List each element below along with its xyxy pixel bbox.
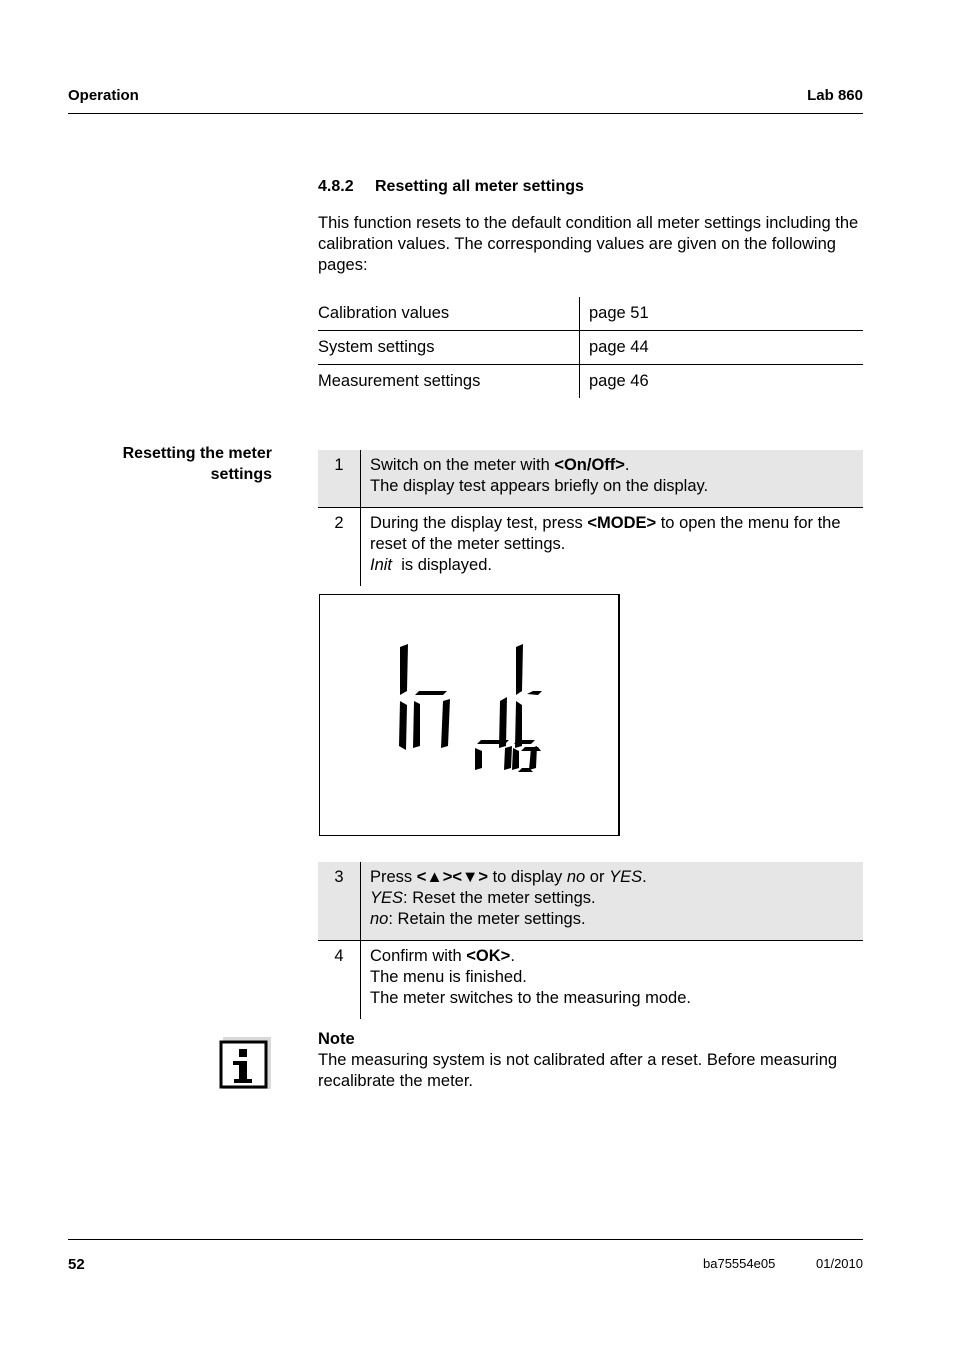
reference-table — [318, 297, 863, 398]
step-row — [318, 450, 863, 508]
ref-page-link[interactable]: page 46 — [589, 372, 649, 390]
steps-table-2 — [318, 862, 863, 1019]
document-date: 01/2010 — [816, 1256, 863, 1271]
running-header-section: Operation — [68, 87, 139, 104]
intro-paragraph: This function resets to the default condition all meter settings including the calibration values. The corresponding values are given on the following pages: — [318, 214, 859, 274]
section-title: Resetting all meter settings — [375, 178, 584, 195]
table-row — [318, 331, 863, 365]
running-header-product: Lab 860 — [807, 87, 863, 104]
table-row — [318, 297, 863, 331]
step-row — [318, 862, 863, 941]
lcd-display — [319, 594, 620, 836]
document-id: ba75554e05 — [703, 1256, 776, 1271]
step-row — [318, 508, 863, 586]
footer-rule — [68, 1239, 863, 1240]
step-number: 1 — [318, 450, 361, 507]
ref-page-link[interactable]: page 44 — [580, 331, 864, 365]
seven-segment-readout — [320, 595, 620, 835]
ref-page-link[interactable]: page 51 — [580, 297, 864, 331]
step-number: 4 — [318, 941, 361, 1019]
side-heading: Resetting the meter settings — [122, 445, 272, 483]
step-number: 3 — [318, 862, 361, 940]
step-text: During the display test, press <MODE> to open the menu for the reset of the meter settings. Init is displayed. — [370, 514, 841, 574]
header-rule — [68, 113, 863, 114]
step-number: 2 — [318, 508, 361, 586]
step-row — [318, 941, 863, 1019]
note-text: The measuring system is not calibrated after a reset. Before measuring recalibrate the meter. — [318, 1051, 838, 1090]
step-text: Confirm with <OK>. The menu is finished. The meter switches to the measuring mode. — [370, 947, 691, 1007]
steps-table-1 — [318, 450, 863, 586]
ref-label: Calibration values — [318, 297, 580, 331]
note-block — [318, 1029, 866, 1092]
note-title: Note — [318, 1030, 355, 1048]
table-row — [318, 365, 863, 399]
ref-label: Measurement settings — [318, 365, 580, 399]
section-heading — [318, 178, 584, 196]
section-number: 4.8.2 — [318, 178, 354, 195]
info-icon — [219, 1037, 271, 1089]
ref-label: System settings — [318, 331, 580, 365]
page-number: 52 — [68, 1256, 85, 1273]
step-text: Switch on the meter with <On/Off>. The display test appears briefly on the display. — [370, 456, 709, 495]
step-text: Press <▲><▼> to display no or YES. YES: Reset the meter settings. no: Retain the meter settings. — [370, 868, 647, 928]
